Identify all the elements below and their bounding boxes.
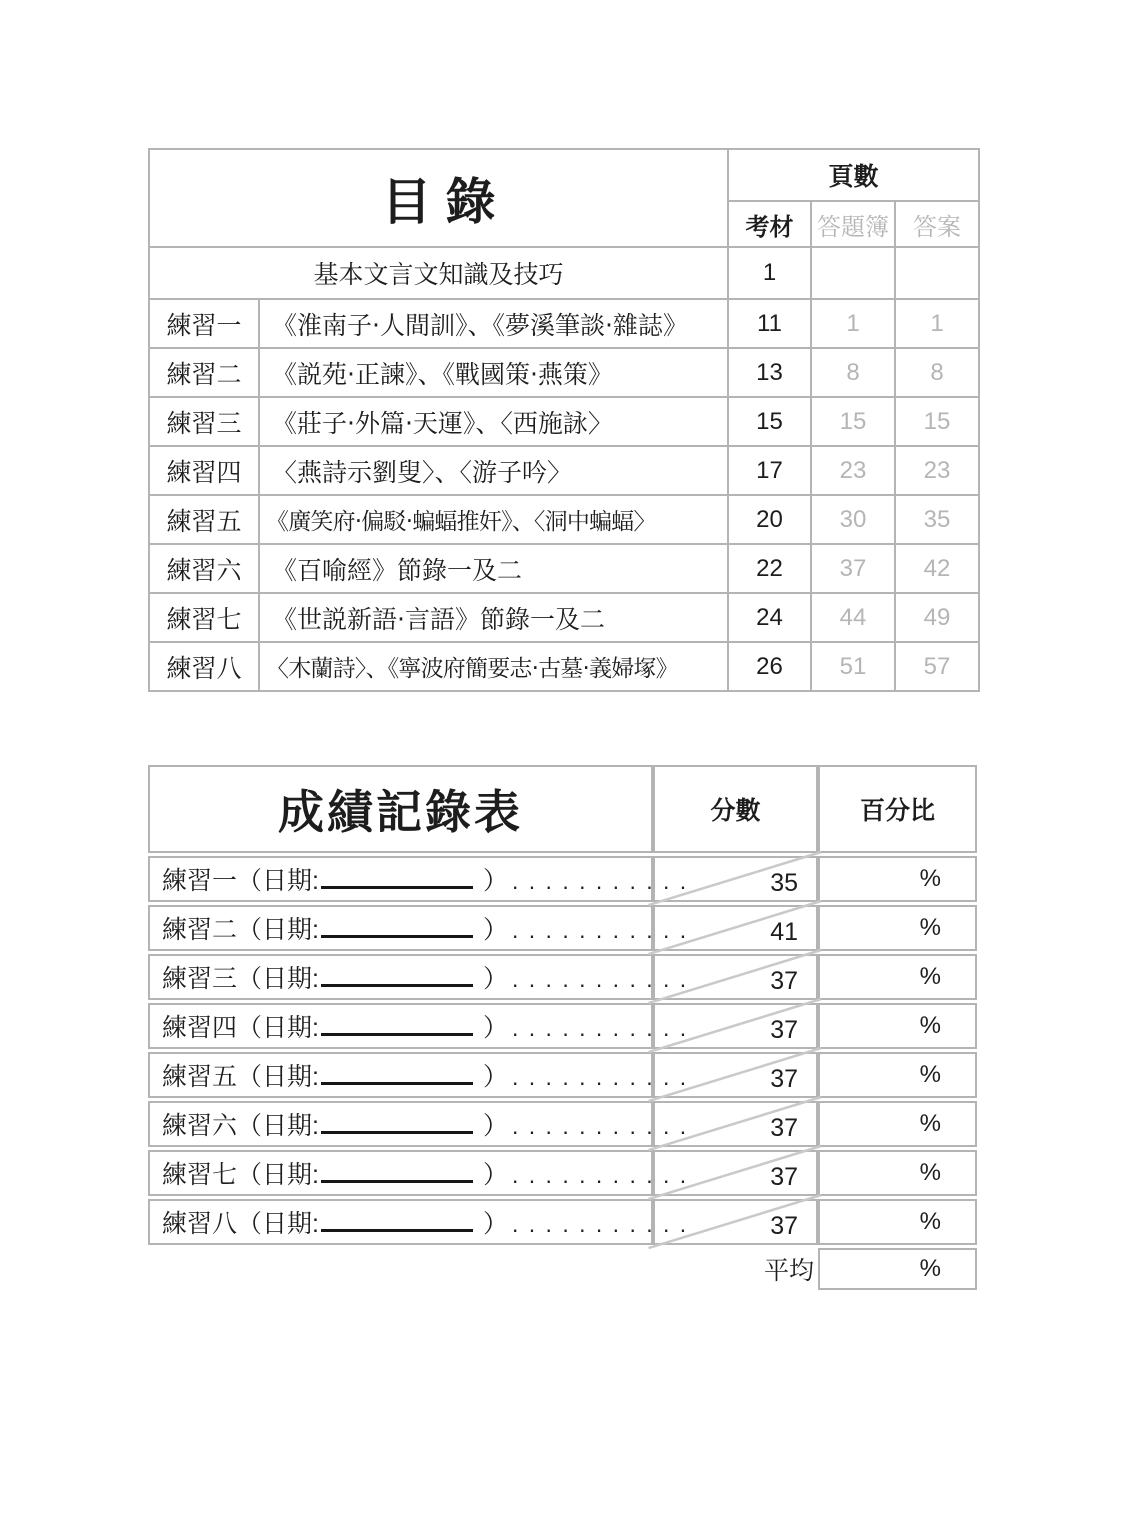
score-cell [653, 1101, 818, 1147]
answer-book-page: 23 [811, 446, 895, 495]
percent-cell [818, 1199, 977, 1245]
exercise-name: 練習一 [162, 867, 238, 895]
score-row-label [148, 1003, 689, 1049]
exam-page: 26 [728, 642, 811, 691]
score-value: 37 [770, 967, 798, 995]
date-field [237, 959, 508, 995]
toc-title: 目錄 [149, 149, 728, 247]
date-prefix: （日期: [237, 1112, 319, 1140]
exam-page: 24 [728, 593, 811, 642]
close-paren: ） [482, 867, 508, 895]
date-blank-line [321, 935, 473, 938]
answers-page: 8 [895, 348, 979, 397]
answer-book-page: 30 [811, 495, 895, 544]
answers-page: 15 [895, 397, 979, 446]
dotted-leader: . . . . . . . . . . . [511, 966, 689, 992]
date-prefix: （日期: [237, 1063, 319, 1091]
toc-intro-row [149, 247, 979, 299]
date-prefix: （日期: [237, 965, 319, 993]
percent-sign: % [919, 1255, 941, 1282]
score-cell [653, 1199, 818, 1245]
dotted-leader: . . . . . . . . . . . [511, 1064, 689, 1090]
score-row [148, 905, 977, 951]
col-header-exam: 考材 [728, 201, 811, 247]
close-paren: ） [482, 1210, 508, 1238]
exercise-name: 練習六 [162, 1112, 238, 1140]
col-header-answers: 答案 [895, 201, 979, 247]
percent-cell [818, 905, 977, 951]
date-blank-line [321, 1131, 473, 1134]
exercise-name: 練習二 [162, 916, 238, 944]
average-label: 平均 [763, 1257, 814, 1285]
dotted-leader: . . . . . . . . . . . [511, 1113, 689, 1139]
score-row [148, 1101, 977, 1147]
dotted-leader: . . . . . . . . . . . [511, 1211, 689, 1237]
percent-sign: % [919, 1208, 941, 1235]
answer-book-page: 8 [811, 348, 895, 397]
date-prefix: （日期: [237, 1014, 319, 1042]
exam-page: 13 [728, 348, 811, 397]
col-header-percent: 百分比 [818, 765, 977, 853]
exercise-label: 練習三 [149, 397, 259, 446]
percent-cell [818, 1150, 977, 1196]
dotted-leader: . . . . . . . . . . . [511, 1162, 689, 1188]
date-blank-line [321, 1229, 473, 1232]
exercise-label: 練習四 [149, 446, 259, 495]
date-field [237, 1008, 508, 1044]
exercise-label: 練習一 [149, 299, 259, 348]
average-percent-cell [818, 1248, 977, 1290]
percent-cell [818, 1003, 977, 1049]
dotted-leader: . . . . . . . . . . . [511, 868, 689, 894]
percent-sign: % [919, 865, 941, 892]
answer-book-page: 15 [811, 397, 895, 446]
date-prefix: （日期: [237, 916, 319, 944]
exam-page: 15 [728, 397, 811, 446]
date-blank-line [321, 984, 473, 987]
score-value: 37 [770, 1065, 798, 1093]
exercise-content: 《世説新語‧言語》節錄一及二 [259, 593, 728, 642]
exercise-label: 練習二 [149, 348, 259, 397]
date-field [237, 1106, 508, 1142]
pages-header: 頁數 [728, 149, 979, 201]
scores-title: 成績記錄表 [148, 765, 653, 853]
answer-book-page: 44 [811, 593, 895, 642]
toc-row [149, 348, 979, 397]
exercise-label: 練習五 [149, 495, 259, 544]
score-cell [653, 954, 818, 1000]
close-paren: ） [482, 965, 508, 993]
answer-book-page: 1 [811, 299, 895, 348]
score-row-label [148, 1052, 689, 1098]
toc-row [149, 544, 979, 593]
score-value: 35 [770, 869, 798, 897]
intro-answer-book-page [811, 247, 895, 299]
toc-row [149, 446, 979, 495]
exercise-content: 〈木蘭詩〉、《寧波府簡要志‧古墓‧義婦塚》 [259, 642, 728, 691]
percent-cell [818, 1052, 977, 1098]
exercise-name: 練習三 [162, 965, 238, 993]
exam-page: 17 [728, 446, 811, 495]
exercise-content: 《廣笑府‧偏駁‧蝙蝠推奸》、〈洞中蝙蝠〉 [259, 495, 728, 544]
score-row [148, 1150, 977, 1196]
dotted-leader: . . . . . . . . . . . [511, 1015, 689, 1041]
date-field [237, 910, 508, 946]
score-cell [653, 856, 818, 902]
exam-page: 22 [728, 544, 811, 593]
percent-sign: % [919, 1061, 941, 1088]
percent-sign: % [919, 1110, 941, 1137]
score-row-label [148, 1101, 689, 1147]
score-row-label [148, 856, 689, 902]
score-value: 37 [770, 1114, 798, 1142]
percent-cell [818, 1101, 977, 1147]
date-blank-line [321, 1082, 473, 1085]
score-row [148, 1199, 977, 1245]
score-record-table [148, 762, 977, 1293]
date-field [237, 1057, 508, 1093]
exercise-name: 練習八 [162, 1210, 238, 1238]
exam-page: 20 [728, 495, 811, 544]
close-paren: ） [482, 916, 508, 944]
answers-page: 23 [895, 446, 979, 495]
dotted-leader: . . . . . . . . . . . [511, 917, 689, 943]
exercise-content: 〈燕詩示劉叟〉、〈游子吟〉 [259, 446, 728, 495]
close-paren: ） [482, 1161, 508, 1189]
score-row-label [148, 1150, 689, 1196]
toc-table [148, 148, 980, 692]
exercise-name: 練習七 [162, 1161, 238, 1189]
toc-row [149, 593, 979, 642]
score-row [148, 1052, 977, 1098]
exercise-label: 練習七 [149, 593, 259, 642]
date-prefix: （日期: [237, 867, 319, 895]
score-row [148, 1003, 977, 1049]
exercise-name: 練習四 [162, 1014, 238, 1042]
exercise-content: 《説苑‧正諫》、《戰國策‧燕策》 [259, 348, 728, 397]
intro-answers-page [895, 247, 979, 299]
percent-cell [818, 856, 977, 902]
intro-title: 基本文言文知識及技巧 [149, 247, 728, 299]
score-row-label [148, 1199, 689, 1245]
exercise-label: 練習八 [149, 642, 259, 691]
exercise-name: 練習五 [162, 1063, 238, 1091]
exercise-content: 《莊子‧外篇‧天運》、〈西施詠〉 [259, 397, 728, 446]
score-value: 41 [770, 918, 798, 946]
close-paren: ） [482, 1112, 508, 1140]
score-row [148, 954, 977, 1000]
average-row [148, 1248, 977, 1290]
answers-page: 42 [895, 544, 979, 593]
score-row-label [148, 954, 689, 1000]
answers-page: 1 [895, 299, 979, 348]
score-value: 37 [770, 1016, 798, 1044]
date-field [237, 861, 508, 897]
answers-page: 35 [895, 495, 979, 544]
date-blank-line [321, 886, 473, 889]
intro-exam-page: 1 [728, 247, 811, 299]
toc-row [149, 495, 979, 544]
exercise-content: 《淮南子‧人間訓》、《夢溪筆談‧雜誌》 [259, 299, 728, 348]
answers-page: 49 [895, 593, 979, 642]
exam-page: 11 [728, 299, 811, 348]
close-paren: ） [482, 1014, 508, 1042]
date-field [237, 1155, 508, 1191]
score-value: 37 [770, 1163, 798, 1191]
percent-sign: % [919, 1012, 941, 1039]
toc-header-row-1 [149, 149, 979, 201]
col-header-answer-book: 答題簿 [811, 201, 895, 247]
toc-row [149, 642, 979, 691]
score-cell [653, 1150, 818, 1196]
score-cell [653, 1003, 818, 1049]
score-value: 37 [770, 1212, 798, 1240]
percent-sign: % [919, 963, 941, 990]
date-prefix: （日期: [237, 1210, 319, 1238]
answer-book-page: 51 [811, 642, 895, 691]
score-cell [653, 1052, 818, 1098]
score-cell [653, 905, 818, 951]
percent-cell [818, 954, 977, 1000]
percent-sign: % [919, 1159, 941, 1186]
date-field [237, 1204, 508, 1240]
toc-row [149, 299, 979, 348]
date-blank-line [321, 1033, 473, 1036]
scores-header-row [148, 765, 977, 853]
close-paren: ） [482, 1063, 508, 1091]
score-row-label [148, 905, 689, 951]
col-header-score: 分數 [653, 765, 818, 853]
exercise-content: 《百喻經》節錄一及二 [259, 544, 728, 593]
date-blank-line [321, 1180, 473, 1183]
date-prefix: （日期: [237, 1161, 319, 1189]
answers-page: 57 [895, 642, 979, 691]
exercise-label: 練習六 [149, 544, 259, 593]
percent-sign: % [919, 914, 941, 941]
answer-book-page: 37 [811, 544, 895, 593]
score-row [148, 856, 977, 902]
toc-row [149, 397, 979, 446]
